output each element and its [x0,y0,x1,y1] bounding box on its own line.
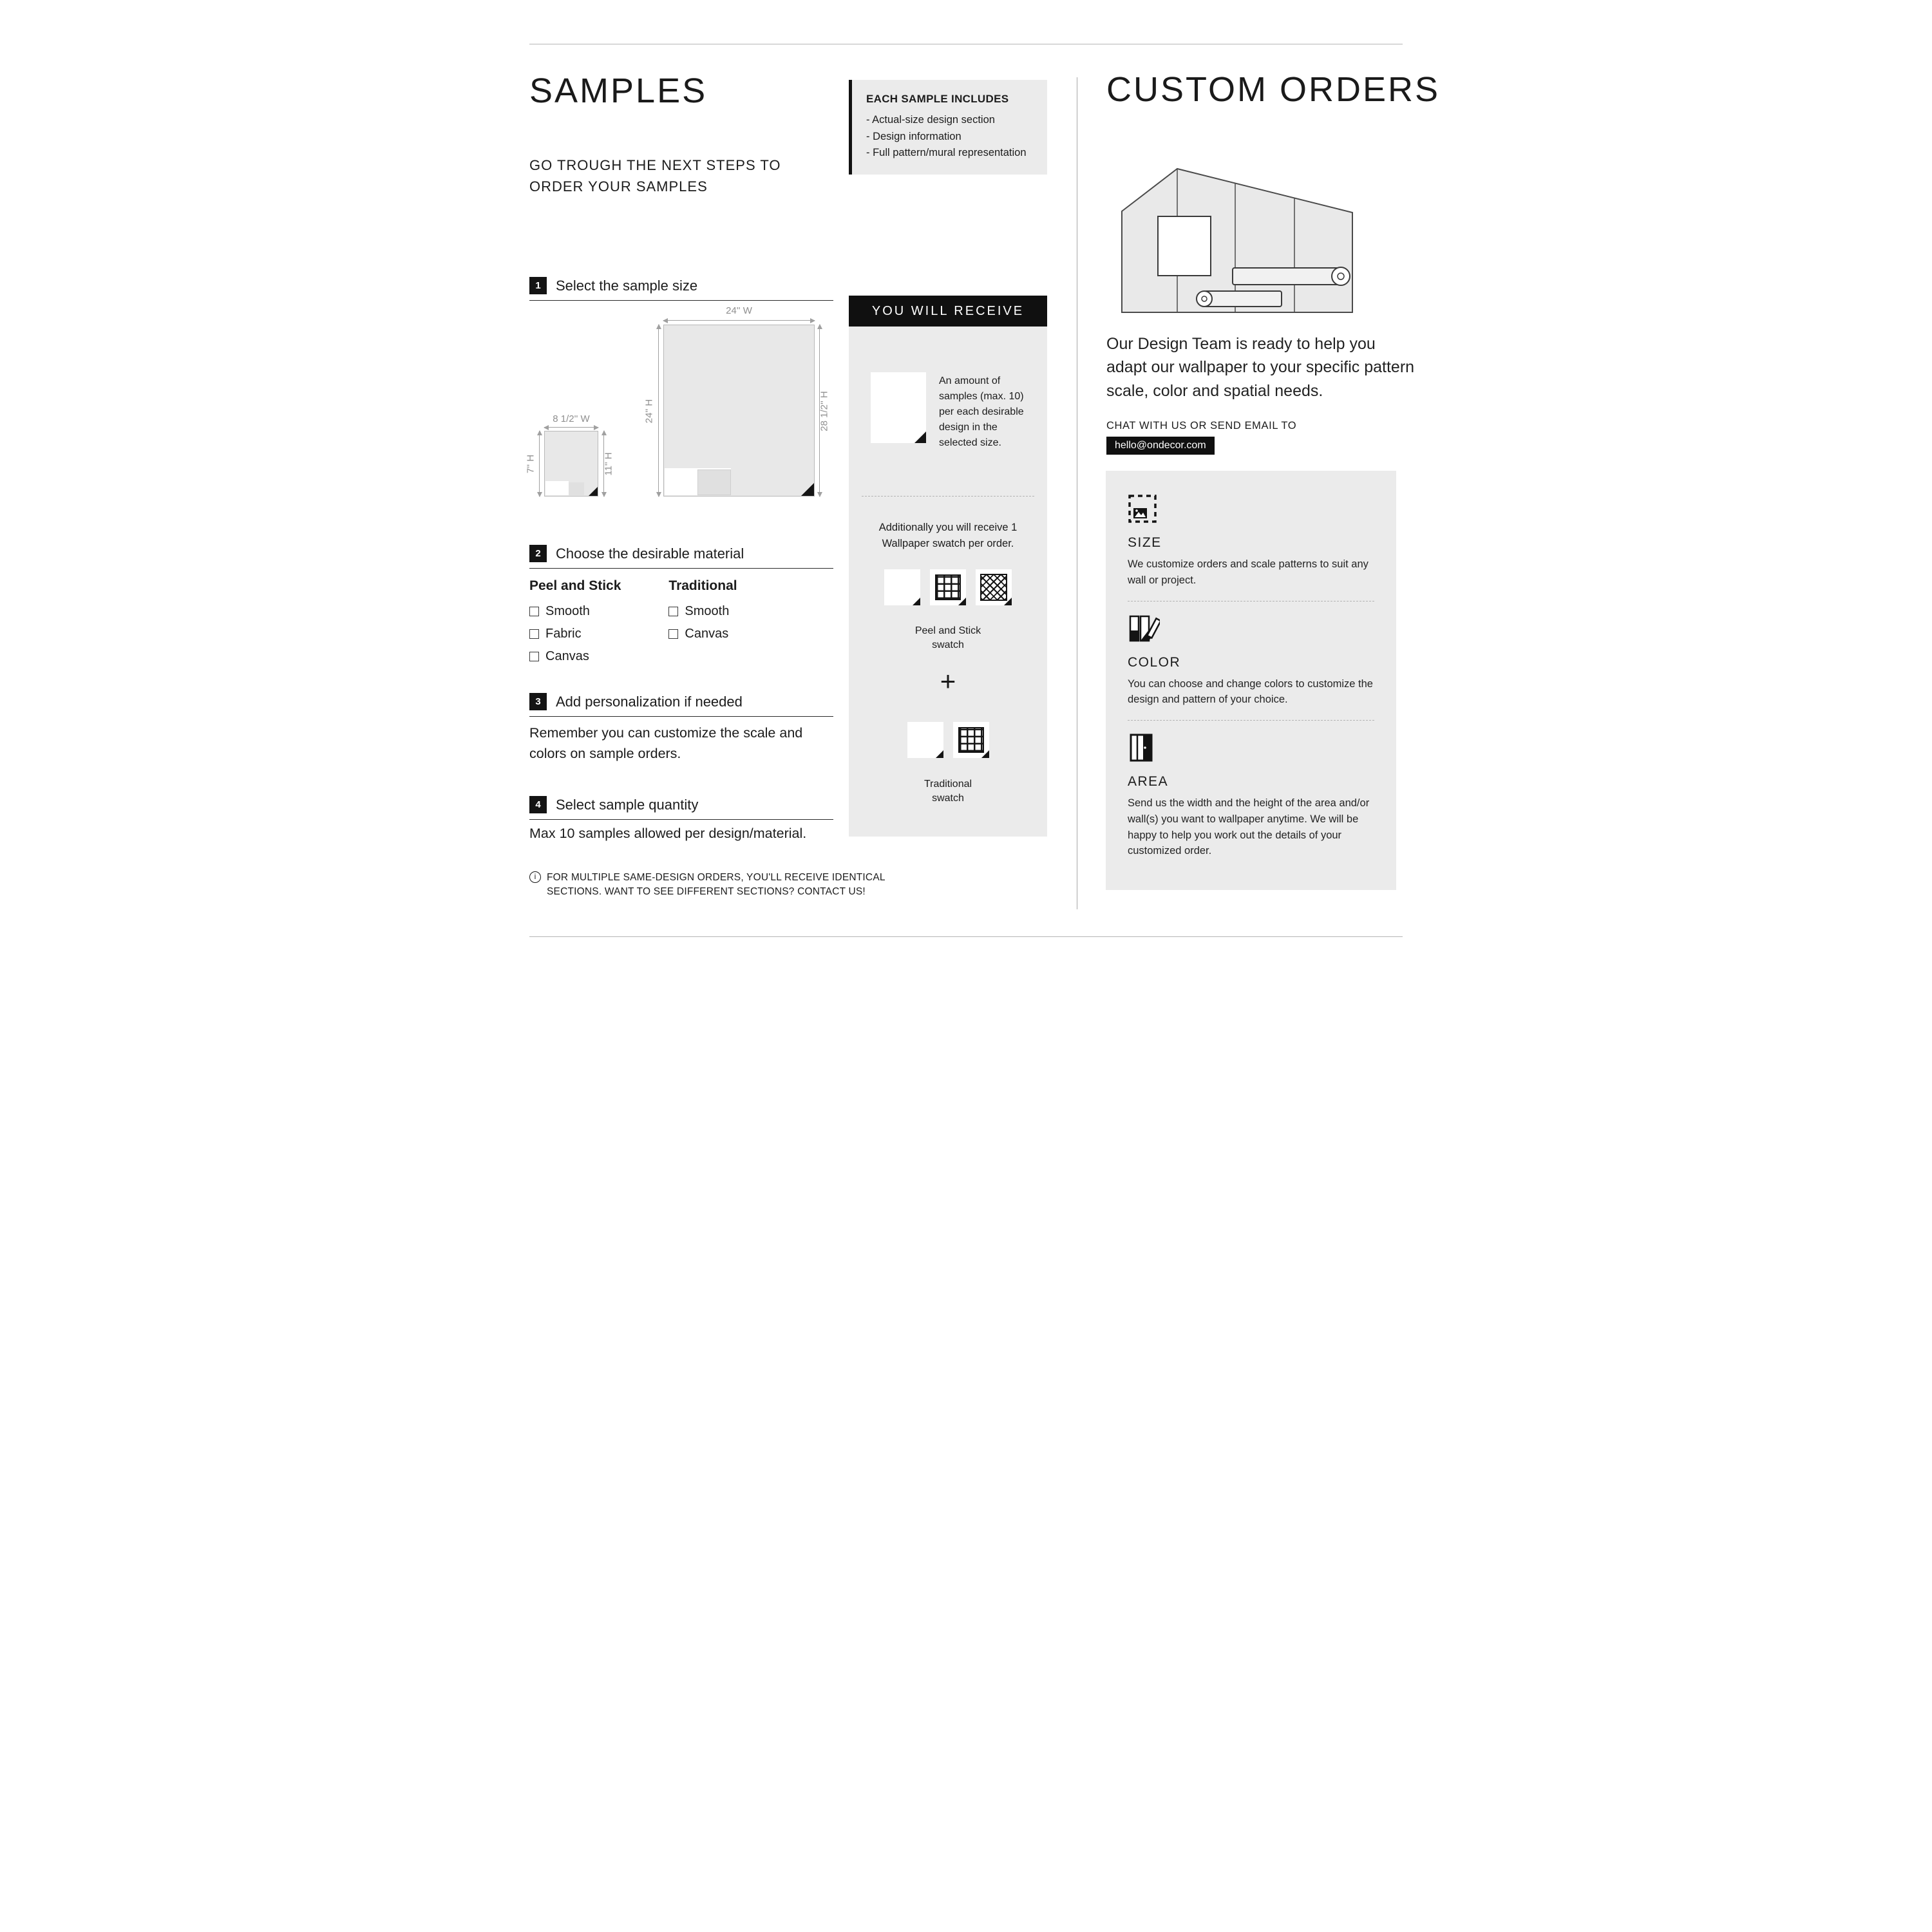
checkbox[interactable] [668,629,678,639]
dim-label-small-height-right: 11'' H [603,452,614,476]
each-sample-includes-box [849,80,1047,175]
page-fold-icon [936,750,943,758]
page-fold-icon [981,750,989,758]
includes-item: - Actual-size design section [866,114,995,126]
footnote [529,871,935,900]
page [483,0,1449,966]
dimension-line [663,320,815,321]
step-number-badge: 3 [529,693,547,710]
traditional-swatch-caption: Traditional swatch [923,779,972,804]
dashed-divider [862,496,1034,497]
plain-swatch-icon [884,569,920,605]
checkbox[interactable] [529,652,539,661]
crosshatch-swatch-icon [976,569,1012,605]
step-2-header [529,545,833,569]
dim-label-small-height-left: 7'' H [525,454,536,474]
dimension-line [658,325,659,497]
step-number-badge: 1 [529,277,547,294]
material-group-title: Traditional [668,578,737,593]
small-sample-sheet [544,431,598,497]
step-3-description: Remember you can customize the scale and colors on sample orders. [529,725,803,762]
traditional-swatch-icons [849,722,1047,758]
dimension-line [544,427,598,428]
material-option [668,604,737,619]
option-label: Smooth [545,604,590,618]
material-option [529,627,621,641]
peel-swatch-icons [849,569,1047,605]
includes-list [866,112,1036,162]
step-4-description: Max 10 samples allowed per design/material. [529,826,807,841]
traditional-column [668,578,737,672]
sample-sheet-icon [871,372,926,443]
step-number-badge: 2 [529,545,547,562]
page-fold-icon [801,483,814,496]
step-number-badge: 4 [529,796,547,813]
sample-preview [569,482,584,495]
material-option [529,649,621,664]
page-fold-icon [1004,598,1012,605]
size-icon [1128,494,1374,527]
peel-and-stick-column [529,578,621,672]
info-icon: i [529,871,541,883]
page-fold-icon [914,431,926,443]
grid-swatch-icon [953,722,989,758]
material-options [529,578,737,672]
feature-heading: SIZE [1128,535,1162,550]
footnote-text: FOR MULTIPLE SAME-DESIGN ORDERS, YOU'LL RECEIVE IDENTICAL SECTIONS. WANT TO SEE DIFFERENT SECTIONS? CONTACT US! [547,872,886,898]
custom-orders-title: CUSTOM ORDERS [1106,70,1441,109]
feature-heading: AREA [1128,774,1169,789]
grid-swatch-icon [930,569,966,605]
material-option [529,604,621,619]
plus-icon: + [940,666,956,696]
option-label: Fabric [545,627,582,641]
step-label: Choose the desirable material [556,545,744,562]
plain-swatch-icon [907,722,943,758]
wall-and-rolls-illustration [1106,160,1358,316]
receive-header: YOU WILL RECEIVE [849,296,1047,327]
large-sample-sheet [663,325,815,497]
page-fold-icon [913,598,920,605]
includes-item: - Full pattern/mural representation [866,147,1027,159]
area-icon [1128,733,1374,766]
feature-size [1128,494,1374,589]
dim-label-large-width: 24'' W [726,305,752,316]
samples-title: SAMPLES [529,71,708,110]
email-badge[interactable]: hello@ondecor.com [1106,437,1215,455]
receive-additional-text: Additionally you will receive 1 Wallpaper swatch per order. [878,522,1018,549]
dim-label-large-height-left: 24'' H [643,399,655,424]
page-fold-icon [958,598,966,605]
dim-label-small-width: 8 1/2'' W [553,413,590,424]
dashed-divider [1128,720,1374,721]
receive-samples-text: An amount of samples (max. 10) per each desirable design in the selected size. [939,375,1024,448]
option-label: Canvas [685,627,729,641]
color-icon [1128,614,1374,647]
step-1-header [529,277,833,301]
bottom-divider [529,936,1403,937]
step-3-header [529,693,833,717]
option-label: Smooth [685,604,730,618]
option-label: Canvas [545,649,589,663]
feature-area [1128,733,1374,859]
step-label: Select the sample size [556,277,698,294]
step-label: Select sample quantity [556,796,699,813]
checkbox[interactable] [668,607,678,616]
includes-title: EACH SAMPLE INCLUDES [866,93,1009,105]
step-label: Add personalization if needed [556,693,743,710]
checkbox[interactable] [529,629,539,639]
custom-orders-illustration [1106,160,1358,319]
samples-intro: GO TROUGH THE NEXT STEPS TO ORDER YOUR SAMPLES [529,157,781,194]
feature-text: We customize orders and scale patterns to suit any wall or project. [1128,558,1368,586]
chat-with-us-label: CHAT WITH US OR SEND EMAIL TO [1106,420,1297,431]
peel-swatch-caption: Peel and Stick swatch [914,625,981,651]
you-will-receive-panel [849,296,1047,837]
material-option [668,627,737,641]
material-group-title: Peel and Stick [529,578,621,593]
feature-heading: COLOR [1128,654,1181,670]
custom-features-panel [1106,471,1396,890]
feature-text: Send us the width and the height of the area and/or wall(s) you want to wallpaper anytime. We will be happy to help you work out the details of your customized order. [1128,797,1370,857]
sample-preview [545,481,569,495]
custom-orders-intro: Our Design Team is ready to help you adapt our wallpaper to your specific pattern scale, color and spatial needs. [1106,335,1415,400]
dim-label-large-height-right: 28 1/2'' H [819,391,830,431]
sample-preview [697,469,731,495]
sample-size-diagram [525,303,838,507]
includes-item: - Design information [866,130,961,142]
page-fold-icon [589,487,598,496]
checkbox[interactable] [529,607,539,616]
feature-text: You can choose and change colors to customize the design and pattern of your choice. [1128,677,1373,706]
dimension-line [539,431,540,497]
step-4-header [529,796,833,820]
feature-color [1128,614,1374,708]
